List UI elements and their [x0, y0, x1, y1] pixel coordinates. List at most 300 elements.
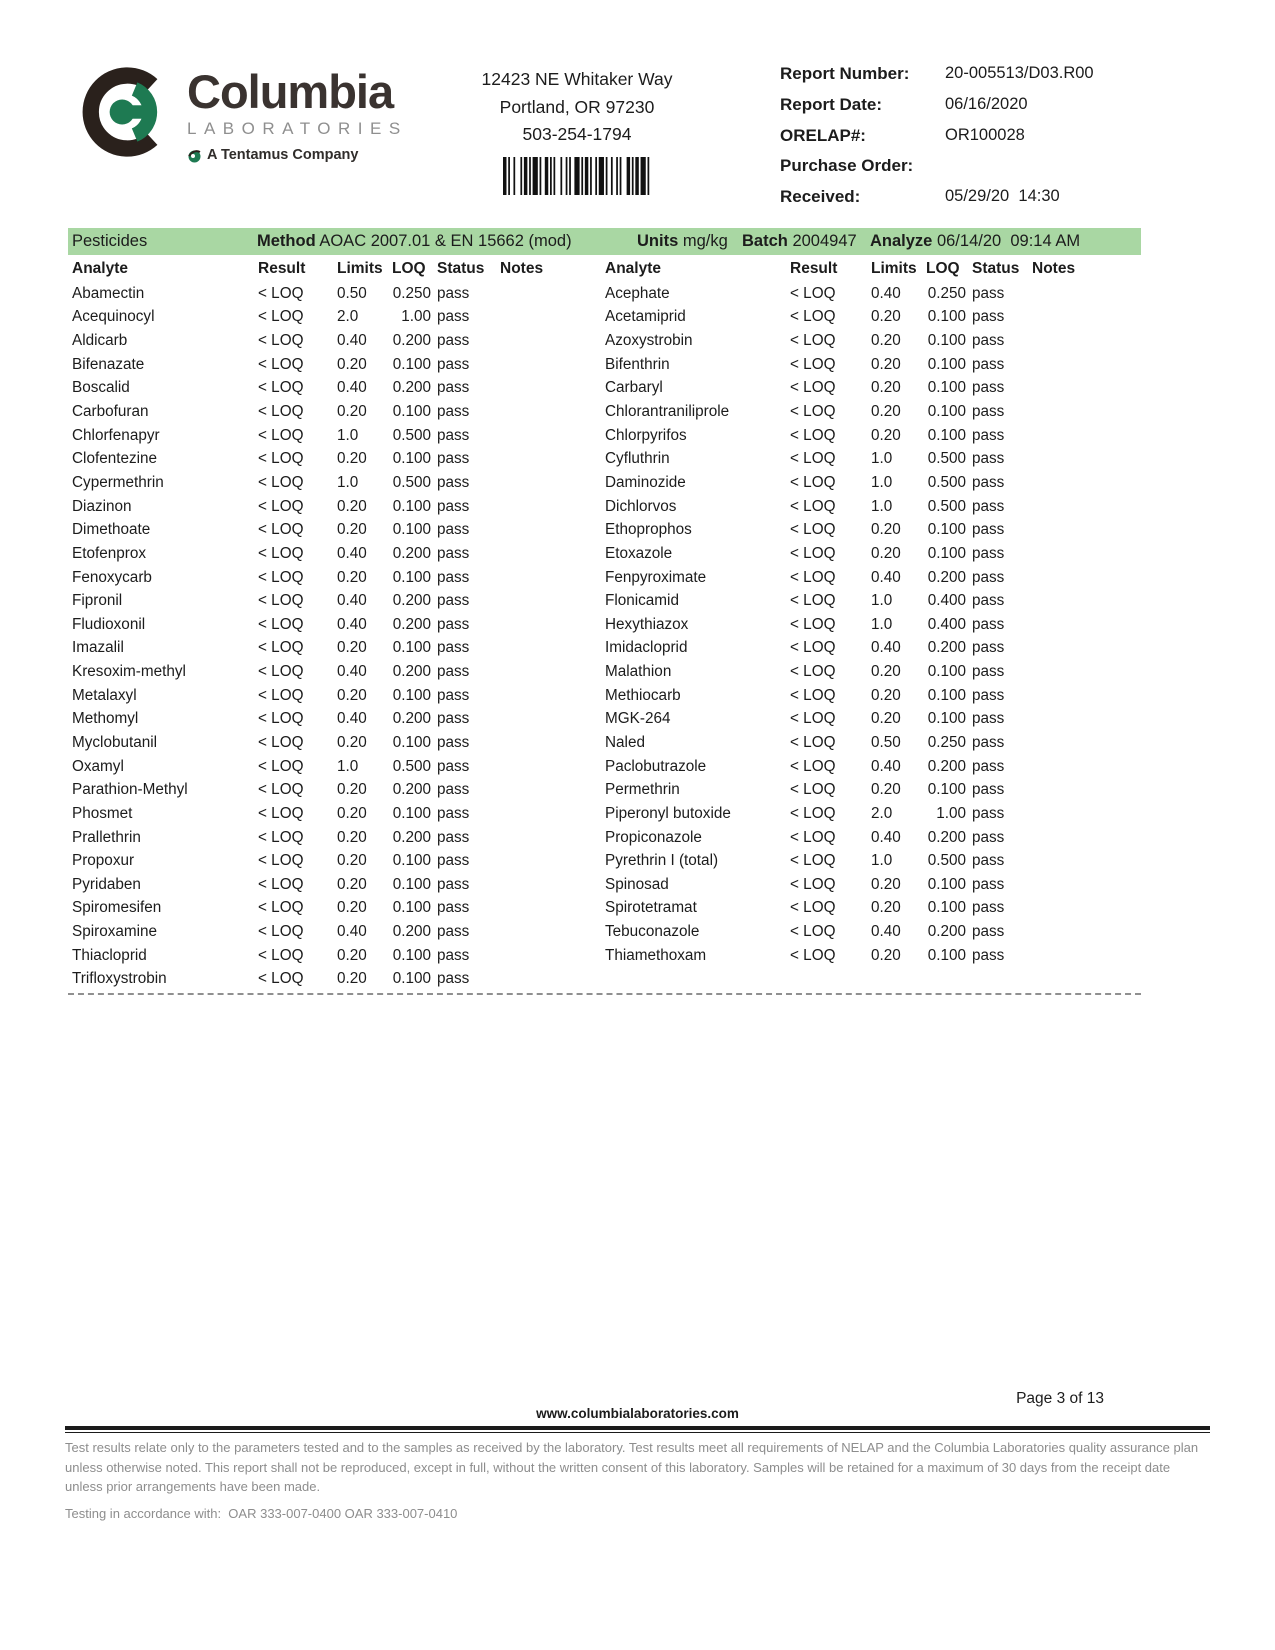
result-value: < LOQ	[790, 450, 836, 468]
column-header-result: Result	[258, 260, 306, 277]
status-value: pass	[437, 757, 470, 775]
loq-value: 0.100	[392, 639, 431, 657]
limit-value: 0.20	[337, 686, 367, 704]
analyte-name: Oxamyl	[72, 757, 124, 775]
loq-value: 0.200	[927, 923, 966, 941]
status-value: pass	[437, 639, 470, 657]
column-header-analyte: Analyte	[605, 260, 661, 277]
table-row	[65, 944, 605, 968]
report-info-row	[780, 64, 1210, 95]
report-info-value: 06/16/2020	[945, 94, 1028, 113]
result-value: < LOQ	[258, 473, 304, 491]
result-value: < LOQ	[790, 355, 836, 373]
table-row	[605, 424, 1210, 448]
table-row	[65, 920, 605, 944]
report-info-value: 20-005513/D03.R00	[945, 64, 1094, 82]
status-value: pass	[972, 355, 1005, 373]
table-row	[605, 518, 1210, 542]
tagline-text: A Tentamus Company	[207, 147, 359, 163]
loq-value: 0.100	[392, 733, 431, 751]
table-row	[605, 495, 1210, 519]
limit-value: 0.20	[871, 781, 901, 799]
loq-value: 0.100	[927, 686, 966, 704]
result-value: < LOQ	[258, 781, 304, 799]
status-value: pass	[437, 379, 470, 397]
column-header-limits: Limits	[337, 260, 383, 277]
status-value: pass	[437, 875, 470, 893]
limit-value: 0.40	[337, 332, 367, 350]
limit-value: 0.40	[337, 663, 367, 681]
result-value: < LOQ	[258, 663, 304, 681]
loq-value: 0.250	[927, 733, 966, 751]
loq-value: 0.100	[927, 663, 966, 681]
result-value: < LOQ	[258, 639, 304, 657]
limit-value: 0.50	[337, 284, 367, 302]
result-value: < LOQ	[790, 615, 836, 633]
table-row	[65, 353, 605, 377]
limit-value: 0.20	[871, 686, 901, 704]
analyte-name: Piperonyl butoxide	[605, 804, 731, 822]
table-row	[605, 589, 1210, 613]
analyte-name: Spiroxamine	[72, 923, 158, 941]
status-value: pass	[437, 426, 470, 444]
status-value: pass	[437, 686, 470, 704]
column-header-loq: LOQ	[926, 260, 960, 277]
analyte-name: Trifloxystrobin	[72, 970, 167, 988]
table-row	[65, 637, 605, 661]
table-row	[65, 849, 605, 873]
analyte-name: Clofentezine	[72, 450, 158, 468]
status-value: pass	[972, 946, 1005, 964]
limit-value: 0.20	[871, 663, 901, 681]
loq-value: 0.100	[927, 332, 966, 350]
result-value: < LOQ	[258, 332, 304, 350]
analyte-name: Bifenazate	[72, 355, 145, 373]
limit-value: 1.0	[871, 473, 893, 491]
method-label: Method	[257, 232, 316, 250]
analyte-name: Fenoxycarb	[72, 568, 152, 586]
loq-value: 0.200	[392, 332, 431, 350]
table-row	[605, 637, 1210, 661]
analyte-name: Parathion-Methyl	[72, 781, 188, 799]
analyte-name: Hexythiazox	[605, 615, 689, 633]
barcode-image	[503, 157, 651, 195]
table-row	[605, 447, 1210, 471]
analyte-name: MGK-264	[605, 710, 671, 728]
loq-value: 0.100	[927, 781, 966, 799]
limit-value: 0.20	[337, 521, 367, 539]
status-value: pass	[437, 710, 470, 728]
table-row	[605, 755, 1210, 779]
result-value: < LOQ	[258, 379, 304, 397]
table-row	[65, 897, 605, 921]
column-header-analyte: Analyte	[72, 260, 128, 277]
loq-value: 0.200	[392, 615, 431, 633]
limit-value: 1.0	[337, 757, 359, 775]
loq-value: 0.200	[927, 639, 966, 657]
analyte-name: Aldicarb	[72, 332, 128, 350]
table-row	[605, 566, 1210, 590]
loq-value: 0.200	[392, 828, 431, 846]
status-value: pass	[437, 899, 470, 917]
limit-value: 0.40	[871, 568, 901, 586]
result-value: < LOQ	[258, 544, 304, 562]
loq-value: 0.500	[927, 473, 966, 491]
report-info-row	[780, 95, 1210, 126]
table-row	[605, 542, 1210, 566]
loq-value: 0.500	[927, 450, 966, 468]
loq-value: 0.250	[392, 284, 431, 302]
analyte-name: Thiacloprid	[72, 946, 147, 964]
status-value: pass	[972, 426, 1005, 444]
column-header-loq: LOQ	[392, 260, 426, 277]
status-value: pass	[972, 473, 1005, 491]
table-row	[65, 424, 605, 448]
table-body-right	[605, 282, 1210, 968]
section-title: Pesticides	[72, 232, 148, 250]
table-row	[65, 447, 605, 471]
status-value: pass	[437, 946, 470, 964]
report-info-value: 05/29/20 14:30	[945, 187, 1060, 206]
result-value: < LOQ	[790, 379, 836, 397]
method-value: AOAC 2007.01 & EN 15662 (mod)	[319, 232, 572, 250]
result-value: < LOQ	[258, 355, 304, 373]
analyte-name: Thiamethoxam	[605, 946, 707, 964]
limit-value: 1.0	[871, 497, 893, 515]
table-row	[65, 518, 605, 542]
limit-value: 0.40	[337, 710, 367, 728]
limit-value: 0.20	[337, 852, 367, 870]
loq-value: 0.500	[927, 852, 966, 870]
loq-value: 0.250	[927, 284, 966, 302]
loq-value: 0.100	[927, 355, 966, 373]
loq-value: 0.200	[392, 663, 431, 681]
loq-value: 0.100	[927, 544, 966, 562]
status-value: pass	[972, 923, 1005, 941]
table-row	[65, 873, 605, 897]
loq-value: 0.100	[927, 521, 966, 539]
analyte-name: Azoxystrobin	[605, 332, 693, 350]
limit-value: 0.20	[337, 828, 367, 846]
table-row	[605, 613, 1210, 637]
analyte-name: Permethrin	[605, 781, 680, 799]
limit-value: 1.0	[337, 426, 359, 444]
limit-value: 0.20	[337, 946, 367, 964]
limit-value: 0.40	[871, 923, 901, 941]
result-value: < LOQ	[258, 946, 304, 964]
status-value: pass	[972, 804, 1005, 822]
status-value: pass	[972, 592, 1005, 610]
analyte-name: Kresoxim-methyl	[72, 663, 186, 681]
result-value: < LOQ	[790, 733, 836, 751]
limit-value: 1.0	[337, 473, 359, 491]
analyte-name: Cyfluthrin	[605, 450, 670, 468]
result-value: < LOQ	[790, 284, 836, 302]
limit-value: 0.20	[337, 639, 367, 657]
status-value: pass	[437, 473, 470, 491]
status-value: pass	[437, 521, 470, 539]
status-value: pass	[972, 899, 1005, 917]
loq-value: 1.00	[401, 308, 431, 326]
analyze-value: 06/14/20 09:14 AM	[936, 232, 1081, 250]
result-value: < LOQ	[258, 970, 304, 988]
limit-value: 0.20	[871, 899, 901, 917]
loq-value: 0.200	[927, 757, 966, 775]
disclaimer-text: Test results relate only to the parameters tested and to the samples as received by the laboratory. Test results meet all requirements of NELAP and the Columbia Laboratories quality assurance plan unless otherwise noted. This report shall not be reproduced, except in full, without the written consent of this laboratory. Samples will be retained for a maximum of 30 days from the receipt date unless prior arrangements have been made.	[65, 1440, 1199, 1494]
analyte-name: Myclobutanil	[72, 733, 158, 751]
status-value: pass	[437, 450, 470, 468]
logo-text	[187, 56, 408, 163]
tentamus-icon	[187, 148, 202, 163]
loq-value: 0.500	[927, 497, 966, 515]
limit-value: 2.0	[871, 804, 893, 822]
analyte-name: Paclobutrazole	[605, 757, 707, 775]
table-row	[605, 802, 1210, 826]
table-header-row	[605, 256, 1210, 282]
analyte-name: Daminozide	[605, 473, 686, 491]
analyte-name: Spinosad	[605, 875, 669, 893]
status-value: pass	[437, 332, 470, 350]
status-value: pass	[972, 828, 1005, 846]
analyze-label: Analyze	[870, 232, 933, 250]
status-value: pass	[437, 592, 470, 610]
table-row	[65, 377, 605, 401]
loq-value: 0.200	[392, 781, 431, 799]
results-table-left	[65, 256, 605, 991]
table-row	[605, 377, 1210, 401]
limit-value: 1.0	[871, 592, 893, 610]
limit-value: 0.40	[871, 828, 901, 846]
analyte-name: Tebuconazole	[605, 923, 700, 941]
table-row	[65, 306, 605, 330]
table-row	[65, 495, 605, 519]
analyte-name: Carbofuran	[72, 403, 149, 421]
table-row	[65, 968, 605, 992]
result-value: < LOQ	[790, 804, 836, 822]
limit-value: 0.20	[871, 710, 901, 728]
analyte-name: Naled	[605, 733, 645, 751]
result-value: < LOQ	[258, 426, 304, 444]
status-value: pass	[437, 733, 470, 751]
analyte-name: Methomyl	[72, 710, 139, 728]
limit-value: 0.20	[337, 733, 367, 751]
result-value: < LOQ	[258, 521, 304, 539]
result-value: < LOQ	[790, 757, 836, 775]
status-value: pass	[437, 403, 470, 421]
result-value: < LOQ	[790, 946, 836, 964]
analyte-name: Boscalid	[72, 379, 130, 397]
analyte-name: Abamectin	[72, 284, 145, 302]
analyze-field	[870, 232, 1080, 251]
table-row	[65, 400, 605, 424]
status-value: pass	[972, 686, 1005, 704]
analyte-name: Spirotetramat	[605, 899, 697, 917]
result-value: < LOQ	[790, 544, 836, 562]
limit-value: 0.40	[337, 379, 367, 397]
limit-value: 0.40	[871, 284, 901, 302]
column-header-notes: Notes	[1032, 260, 1076, 277]
result-value: < LOQ	[258, 686, 304, 704]
table-row	[605, 897, 1210, 921]
result-value: < LOQ	[790, 686, 836, 704]
table-row	[65, 802, 605, 826]
report-info	[780, 64, 1210, 218]
analyte-name: Acequinocyl	[72, 308, 155, 326]
loq-value: 0.500	[392, 426, 431, 444]
footer-rule	[65, 1426, 1210, 1433]
loq-value: 0.200	[927, 568, 966, 586]
status-value: pass	[972, 733, 1005, 751]
loq-value: 0.200	[392, 710, 431, 728]
loq-value: 0.100	[927, 308, 966, 326]
report-info-label: ORELAP#:	[780, 125, 866, 145]
analyte-name: Imidacloprid	[605, 639, 688, 657]
table-row	[605, 920, 1210, 944]
analyte-name: Propoxur	[72, 852, 135, 870]
result-value: < LOQ	[258, 923, 304, 941]
table-row	[65, 708, 605, 732]
limit-value: 1.0	[871, 852, 893, 870]
report-info-row	[780, 187, 1210, 218]
analyte-name: Flonicamid	[605, 592, 679, 610]
loq-value: 0.200	[392, 592, 431, 610]
page-number: Page 3 of 13	[1016, 1390, 1104, 1407]
limit-value: 0.20	[337, 875, 367, 893]
batch-value: 2004947	[792, 232, 857, 250]
analyte-name: Propiconazole	[605, 828, 702, 846]
table-row	[605, 329, 1210, 353]
loq-value: 1.00	[936, 804, 966, 822]
result-value: < LOQ	[790, 568, 836, 586]
address-line1: 12423 NE Whitaker Way	[481, 69, 673, 89]
limit-value: 0.20	[337, 899, 367, 917]
status-value: pass	[437, 284, 470, 302]
analyte-name: Chlorfenapyr	[72, 426, 160, 444]
result-value: < LOQ	[258, 852, 304, 870]
accordance-text: Testing in accordance with: OAR 333-007-0400 OAR 333-007-0410	[65, 1506, 458, 1521]
report-info-row	[780, 156, 1210, 187]
limit-value: 0.20	[337, 568, 367, 586]
table-row	[605, 660, 1210, 684]
result-value: < LOQ	[790, 852, 836, 870]
website-text: www.columbialaboratories.com	[536, 1406, 739, 1421]
status-value: pass	[437, 497, 470, 515]
limit-value: 0.50	[871, 733, 901, 751]
status-value: pass	[972, 497, 1005, 515]
analyte-name: Methiocarb	[605, 686, 681, 704]
limit-value: 0.20	[871, 521, 901, 539]
status-value: pass	[972, 544, 1005, 562]
result-value: < LOQ	[790, 710, 836, 728]
columbia-logo-icon	[77, 56, 173, 168]
table-row	[65, 684, 605, 708]
limit-value: 0.40	[337, 923, 367, 941]
limit-value: 1.0	[871, 615, 893, 633]
limit-value: 0.20	[871, 544, 901, 562]
table-row	[65, 613, 605, 637]
analyte-name: Etofenprox	[72, 544, 146, 562]
result-value: < LOQ	[258, 828, 304, 846]
lab-address	[412, 66, 742, 203]
report-info-value: OR100028	[945, 125, 1025, 144]
column-header-notes: Notes	[500, 260, 544, 277]
limit-value: 0.20	[337, 497, 367, 515]
table-row	[65, 282, 605, 306]
limit-value: 0.40	[337, 544, 367, 562]
table-row	[65, 826, 605, 850]
limit-value: 1.0	[871, 450, 893, 468]
status-value: pass	[972, 875, 1005, 893]
result-value: < LOQ	[258, 615, 304, 633]
section-end-divider	[68, 993, 1141, 995]
analyte-name: Prallethrin	[72, 828, 141, 846]
analyte-name: Pyrethrin I (total)	[605, 852, 719, 870]
status-value: pass	[972, 852, 1005, 870]
column-header-status: Status	[972, 260, 1020, 277]
limit-value: 0.20	[871, 355, 901, 373]
report-info-label: Purchase Order:	[780, 156, 914, 176]
status-value: pass	[437, 544, 470, 562]
limit-value: 0.20	[337, 804, 367, 822]
result-value: < LOQ	[790, 497, 836, 515]
result-value: < LOQ	[258, 592, 304, 610]
table-row	[605, 826, 1210, 850]
loq-value: 0.400	[927, 592, 966, 610]
table-row	[65, 542, 605, 566]
result-value: < LOQ	[258, 757, 304, 775]
loq-value: 0.100	[392, 970, 431, 988]
loq-value: 0.100	[392, 899, 431, 917]
status-value: pass	[437, 308, 470, 326]
result-value: < LOQ	[258, 497, 304, 515]
limit-value: 0.20	[337, 450, 367, 468]
result-value: < LOQ	[790, 403, 836, 421]
loq-value: 0.100	[392, 521, 431, 539]
table-row	[605, 708, 1210, 732]
result-value: < LOQ	[258, 308, 304, 326]
table-header-row	[65, 256, 605, 282]
analyte-name: Chlorpyrifos	[605, 426, 687, 444]
table-row	[65, 589, 605, 613]
limit-value: 0.20	[871, 332, 901, 350]
result-value: < LOQ	[790, 639, 836, 657]
table-row	[605, 471, 1210, 495]
loq-value: 0.100	[927, 899, 966, 917]
result-value: < LOQ	[258, 899, 304, 917]
limit-value: 0.20	[337, 781, 367, 799]
result-value: < LOQ	[790, 923, 836, 941]
loq-value: 0.200	[927, 828, 966, 846]
table-row	[65, 471, 605, 495]
loq-value: 0.100	[392, 568, 431, 586]
table-row	[65, 660, 605, 684]
loq-value: 0.100	[392, 852, 431, 870]
status-value: pass	[437, 568, 470, 586]
status-value: pass	[972, 568, 1005, 586]
loq-value: 0.200	[392, 379, 431, 397]
logo-name: Columbia	[187, 65, 394, 118]
analyte-name: Bifenthrin	[605, 355, 670, 373]
result-value: < LOQ	[790, 828, 836, 846]
result-value: < LOQ	[790, 426, 836, 444]
result-value: < LOQ	[790, 875, 836, 893]
status-value: pass	[972, 710, 1005, 728]
section-banner	[68, 228, 1141, 255]
result-value: < LOQ	[790, 332, 836, 350]
batch-label: Batch	[742, 232, 788, 250]
table-row	[65, 731, 605, 755]
report-info-label: Report Date:	[780, 94, 883, 114]
